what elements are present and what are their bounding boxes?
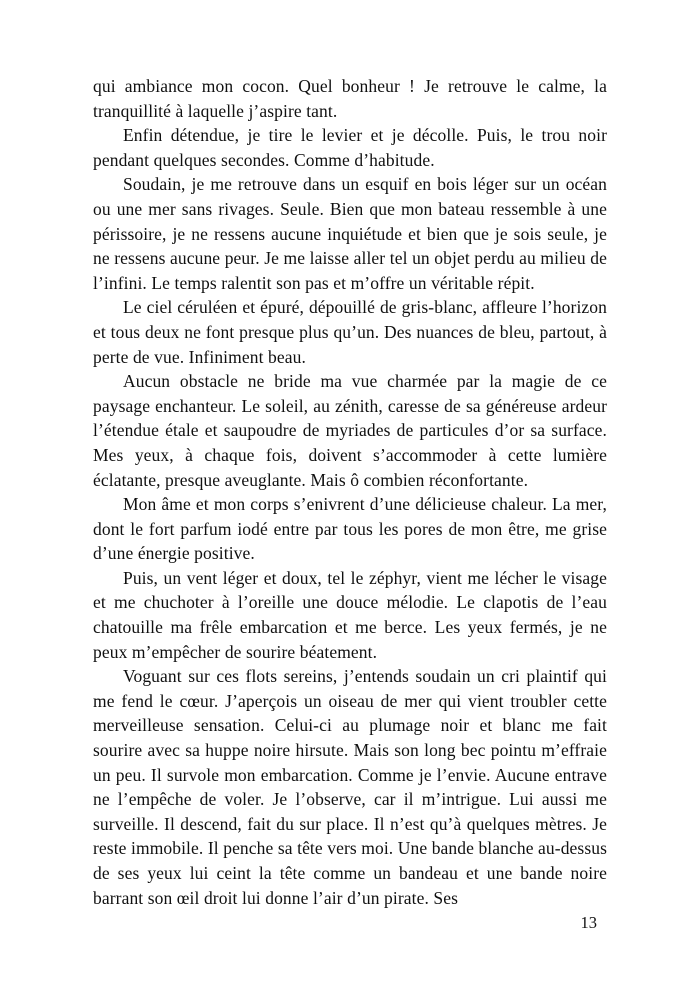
page-text — [93, 74, 607, 910]
paragraph: qui ambiance mon cocon. Quel bonheur ! Je retrouve le calme, la tranquillité à laquelle j’aspire tant. — [93, 76, 607, 121]
paragraph: Puis, un vent léger et doux, tel le zéphyr, vient me lécher le visage et me chuchoter à l’oreille une douce mélodie. Le clapotis de l’eau chatouille ma frêle embarcation et me berce. Les yeux fermés, je ne peux m’empêcher de sourire béatement. — [93, 567, 607, 662]
paragraph: Mon âme et mon corps s’enivrent d’une délicieuse chaleur. La mer, dont le fort parfum iodé entre par tous les pores de mon être, me grise d’une énergie positive. — [93, 494, 607, 564]
paragraph: Voguant sur ces flots sereins, j’entends soudain un cri plaintif qui me fend le cœur. J’aperçois un oiseau de mer qui vient troubler cette merveilleuse sensation. Celui-ci au plumage noir et blanc me fait sourire avec sa huppe noire hirsute. Mais son long bec pointu m’effraie un peu. Il survole mon embarcation. Comme je l’envie. Aucune entrave ne l’empêche de voler. Je l’observe, car il m’intrigue. Lui aussi me surveille. Il descend, fait du sur place. Il n’est qu’à quelques mètres. Je reste immobile. Il penche sa tête vers moi. Une bande blanche au-dessus de ses yeux lui ceint la tête comme un bandeau et une bande noire barrant son œil droit lui donne l’air d’un pirate. Ses — [93, 666, 607, 908]
paragraph: Aucun obstacle ne bride ma vue charmée par la magie de ce paysage enchanteur. Le soleil, au zénith, caresse de sa généreuse ardeur l’étendue étale et saupoudre de myriades de particules d’or sa surface. Mes yeux, à chaque fois, doivent s’accommoder à cette lumière éclatante, presque aveuglante. Mais ô combien réconfortante. — [93, 371, 607, 490]
paragraph: Enfin détendue, je tire le levier et je décolle. Puis, le trou noir pendant quelques secondes. Comme d’habitude. — [93, 125, 607, 170]
paragraph: Le ciel céruléen et épuré, dépouillé de gris-blanc, affleure l’horizon et tous deux ne font presque plus qu’un. Des nuances de bleu, partout, à perte de vue. Infiniment beau. — [93, 297, 607, 367]
paragraph: Soudain, je me retrouve dans un esquif en bois léger sur un océan ou une mer sans rivages. Seule. Bien que mon bateau ressemble à une périssoire, je ne ressens aucune inquiétude et bien que je sois seule, je ne ressens aucune peur. Je me laisse aller tel un objet perdu au milieu de l’infini. Le temps ralentit son pas et m’offre un véritable répit. — [93, 174, 607, 293]
page-number: 13 — [580, 913, 597, 932]
